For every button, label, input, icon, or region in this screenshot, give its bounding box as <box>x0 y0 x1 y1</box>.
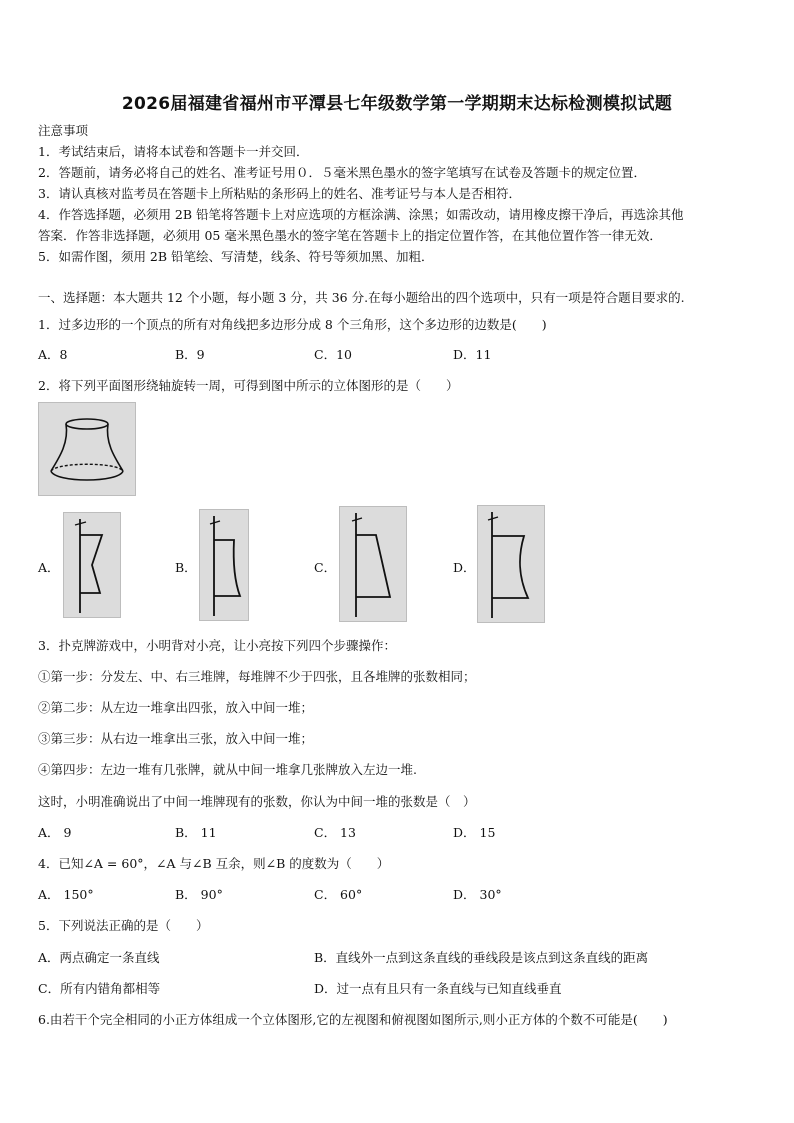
q2-option-d-label: D． <box>453 560 476 575</box>
q1-option-d: D．11 <box>453 347 492 362</box>
notice-item: 2．答题前，请务必将自己的姓名、准考证号用０．５毫米黑色墨水的签字笔填写在试卷及答题卡的规定位置． <box>38 165 646 180</box>
q3-question: 这时，小明准确说出了中间一堆牌现有的张数，你认为中间一堆的张数是（ ） <box>38 794 476 809</box>
question-5-stem: 5．下列说法正确的是（ ） <box>38 918 209 933</box>
section-heading: 一、选择题：本大题共 12 个小题，每小题 3 分，共 36 分.在每小题给出的四个选项中，只有一项是符合题目要求的. <box>38 290 685 305</box>
notice-item: 3．请认真核对监考员在答题卡上所粘贴的条形码上的姓名、准考证号与本人是否相符． <box>38 186 521 201</box>
frustum-solid-figure <box>38 402 136 496</box>
q4-option-c: C． 60° <box>314 887 363 902</box>
question-6-stem: 6.由若干个完全相同的小正方体组成一个立体图形,它的左视图和俯视图如图所示,则小正方体的个数不可能是( ) <box>38 1012 668 1027</box>
notice-item: 1．考试结束后，请将本试卷和答题卡一并交回． <box>38 144 309 159</box>
q1-option-a: A．8 <box>38 347 68 362</box>
q3-option-c: C． 13 <box>314 825 356 840</box>
q2-option-c-label: C． <box>314 560 337 575</box>
q3-step: ④第四步：左边一堆有几张牌，就从中间一堆拿几张牌放入左边一堆. <box>38 762 417 777</box>
q1-option-b: B．9 <box>175 347 205 362</box>
notice-item: 5．如需作图，须用 2B 铅笔绘、写清楚，线条、符号等须加黑、加粗． <box>38 249 434 264</box>
q4-option-b: B． 90° <box>175 887 223 902</box>
q2-option-b-figure <box>199 509 249 621</box>
q3-option-d: D． 15 <box>453 825 496 840</box>
q5-option-c: C．所有内错角都相等 <box>38 981 161 996</box>
q2-option-a-label: A． <box>38 560 60 575</box>
q4-option-a: A． 150° <box>38 887 94 902</box>
question-1-stem: 1．过多边形的一个顶点的所有对角线把多边形分成 8 个三角形，这个多边形的边数是( ) <box>38 317 547 332</box>
notice-item: 答案．作答非选择题，必须用 05 毫米黑色墨水的签字笔在答题卡上的指定位置作答，在其他位置作答一律无效． <box>38 228 662 243</box>
q3-option-a: A． 9 <box>38 825 72 840</box>
page-title: 2026届福建省福州市平潭县七年级数学第一学期期末达标检测模拟试题 <box>121 94 673 114</box>
q2-option-a-figure <box>63 512 121 618</box>
q1-option-c: C．10 <box>314 347 352 362</box>
notice-heading: 注意事项 <box>38 123 89 138</box>
question-3-stem: 3．扑克牌游戏中，小明背对小亮，让小亮按下列四个步骤操作： <box>38 638 396 653</box>
q5-option-b: B．直线外一点到这条直线的垂线段是该点到这条直线的距离 <box>314 950 649 965</box>
q3-step: ①第一步：分发左、中、右三堆牌，每堆牌不少于四张，且各堆牌的张数相同； <box>38 669 476 684</box>
q4-option-d: D． 30° <box>453 887 502 902</box>
q3-option-b: B． 11 <box>175 825 217 840</box>
q2-option-c-figure <box>339 506 407 622</box>
q2-option-d-figure <box>477 505 545 623</box>
question-2-stem: 2．将下列平面图形绕轴旋转一周，可得到图中所示的立体图形的是（ ） <box>38 378 459 393</box>
q2-option-b-label: B． <box>175 560 197 575</box>
q3-step: ②第二步：从左边一堆拿出四张，放入中间一堆； <box>38 700 314 715</box>
q5-option-a: A．两点确定一条直线 <box>38 950 160 965</box>
q5-option-d: D．过一点有且只有一条直线与已知直线垂直 <box>314 981 562 996</box>
notice-item: 4．作答选择题，必须用 2B 铅笔将答题卡上对应选项的方框涂满、涂黑；如需改动，请用橡皮擦干净后，再选涂其他 <box>38 207 684 222</box>
question-4-stem: 4．已知∠A = 60°，∠A 与∠B 互余，则∠B 的度数为（ ） <box>38 856 390 871</box>
q3-step: ③第三步：从右边一堆拿出三张，放入中间一堆； <box>38 731 314 746</box>
